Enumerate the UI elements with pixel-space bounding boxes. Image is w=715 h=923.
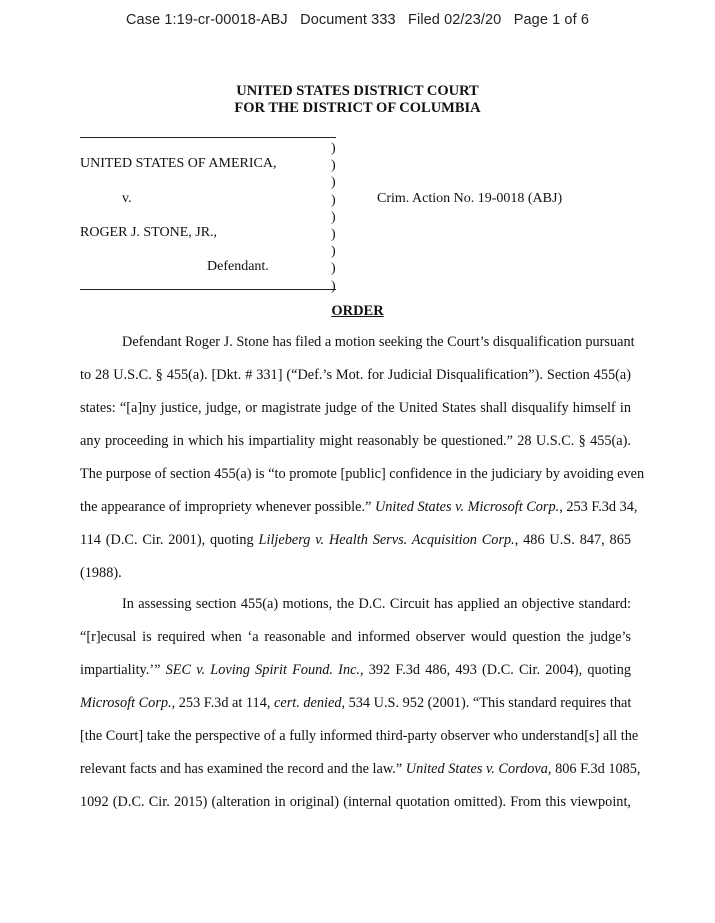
paragraph-line — [80, 532, 631, 549]
text-run: , 806 F.3d 1085, — [547, 761, 641, 777]
text-run: , 392 F.3d 486, 493 (D.C. Cir. 2004), quoting — [360, 662, 632, 678]
paragraph-line — [80, 761, 641, 778]
paragraph-line: (1988). — [80, 565, 122, 581]
paragraph-line: to 28 U.S.C. § 455(a). [Dkt. # 331] (“Def.’s Mot. for Judicial Disqualification”). Section 455(a) — [80, 367, 631, 383]
case-citation: United States v. Cordova — [405, 761, 548, 777]
paragraph-line — [80, 662, 631, 679]
caption-bottom-rule — [80, 289, 336, 290]
paragraph-line: In assessing section 455(a) motions, the D.C. Circuit has applied an objective standard: — [122, 596, 631, 612]
case-citation: Liljeberg v. Health Servs. Acquisition Corp. — [258, 532, 515, 548]
caption-defendant-label: Defendant. — [207, 259, 269, 274]
court-heading — [0, 83, 715, 117]
paragraph-line — [80, 695, 631, 712]
paragraph-line: 1092 (D.C. Cir. 2015) (alteration in original) (internal quotation omitted). From this viewpoint, — [80, 794, 631, 810]
caption-top-rule — [80, 137, 336, 138]
court-district-line: FOR THE DISTRICT OF COLUMBIA — [234, 100, 481, 116]
caption-plaintiff: UNITED STATES OF AMERICA, — [80, 156, 277, 171]
text-run: relevant facts and has examined the record and the law.” — [80, 761, 406, 777]
paragraph-line: The purpose of section 455(a) is “to promote [public] confidence in the judiciary by avoiding even — [80, 466, 645, 482]
ecf-filing-header: Case 1:19-cr-00018-ABJ Document 333 Filed 02/23/20 Page 1 of 6 — [125, 12, 589, 28]
paragraph-line: states: “[a]ny justice, judge, or magistrate judge of the United States shall disqualify himself in — [80, 400, 631, 416]
case-citation: SEC v. Loving Spirit Found. Inc. — [165, 662, 361, 678]
case-citation: United States v. Microsoft Corp. — [374, 499, 560, 515]
text-run: the appearance of impropriety whenever possible.” — [80, 499, 375, 515]
text-run: , 253 F.3d at 114, — [171, 695, 274, 711]
paragraph-line: Defendant Roger J. Stone has filed a motion seeking the Court’s disqualification pursuant — [122, 334, 635, 350]
text-run: impartiality.’” — [80, 662, 166, 678]
case-citation: cert. denied — [274, 695, 342, 711]
caption-versus: v. — [122, 191, 132, 206]
caption-defendant: ROGER J. STONE, JR., — [80, 225, 218, 240]
paragraph-line: any proceeding in which his impartiality might reasonably be questioned.” 28 U.S.C. § 455(a). — [80, 433, 631, 449]
order-title: ORDER — [331, 303, 384, 319]
text-run: , 486 U.S. 847, 865 — [514, 532, 631, 548]
paragraph-line — [80, 499, 638, 516]
text-run: 114 (D.C. Cir. 2001), quoting — [80, 532, 259, 548]
paragraph-line: “[r]ecusal is required when ‘a reasonable and informed observer would question the judge’s — [80, 629, 631, 645]
paragraph-line: [the Court] take the perspective of a fully informed third-party observer who understand[s] all the — [80, 728, 639, 744]
caption-parentheses: ) ) ) ) ) ) ) ) ) — [331, 141, 336, 294]
case-number: Crim. Action No. 19-0018 (ABJ) — [377, 191, 563, 206]
case-citation: Microsoft Corp. — [80, 695, 172, 711]
text-run: , 534 U.S. 952 (2001). “This standard requires that — [341, 695, 632, 711]
text-run: , 253 F.3d 34, — [559, 499, 638, 515]
court-name-line: UNITED STATES DISTRICT COURT — [236, 83, 479, 99]
